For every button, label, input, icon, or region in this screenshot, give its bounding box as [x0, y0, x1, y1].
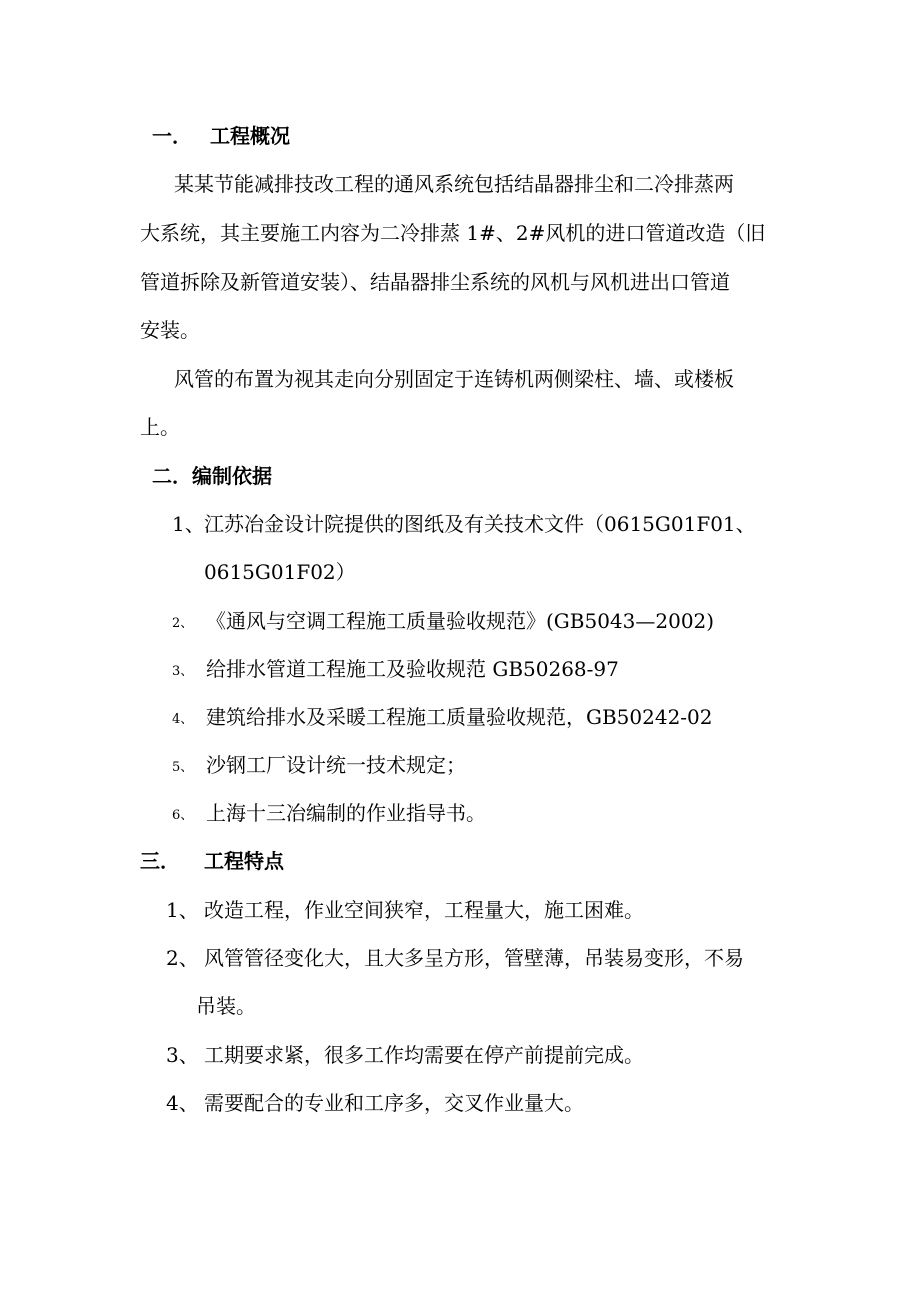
section-2-item-5 [172, 751, 466, 782]
section-2-heading: 二．编制依据 [152, 464, 272, 488]
section-1-para1-line3: 管道拆除及新管道安装）、结晶器排尘系统的风机与风机进出口管道 [140, 270, 730, 294]
item-number: 1、 [166, 898, 199, 922]
item-text: 改造工程，作业空间狭窄，工程量大，施工困难。 [204, 898, 644, 922]
item-number: 1、 [172, 512, 205, 536]
section-3-item-2-line2: 吊装。 [196, 994, 256, 1018]
section-2-item-4 [172, 703, 713, 734]
section-2-item-3 [172, 655, 619, 686]
section-1-title: 工程概况 [210, 124, 290, 148]
section-3-item-3 [166, 1041, 644, 1069]
section-3-item-1 [166, 896, 644, 924]
section-1-heading [152, 122, 290, 150]
section-1-para1-line1: 某某节能减排技改工程的通风系统包括结晶器排尘和二冷排蒸两 [174, 172, 734, 196]
section-2-item-1 [172, 510, 756, 538]
item-number: 3、 [166, 1043, 199, 1067]
section-1-number: 一． [152, 124, 192, 148]
section-3-title: 工程特点 [204, 849, 284, 873]
section-3-heading [140, 847, 284, 875]
section-1-para2-line2: 上。 [140, 415, 180, 439]
section-1-para1-line4: 安装。 [140, 318, 200, 342]
item-number: 5、 [172, 760, 194, 775]
section-1-para1-line2: 大系统，其主要施工内容为二冷排蒸 1#、2#风机的进口管道改造（旧 [140, 221, 766, 245]
item-number: 6、 [172, 808, 194, 823]
section-2-item-6 [172, 799, 486, 830]
item-text: 《通风与空调工程施工质量验收规范》(GB5043—2002) [206, 609, 715, 633]
section-3-item-2 [166, 944, 744, 972]
item-number: 2、 [166, 946, 199, 970]
section-1-para2-line1: 风管的布置为视其走向分别固定于连铸机两侧梁柱、墙、或楼板 [174, 367, 734, 391]
section-3-number: 三． [140, 849, 180, 873]
item-number: 4、 [166, 1091, 199, 1115]
item-text: 江苏冶金设计院提供的图纸及有关技术文件（0615G01F01、 [204, 512, 756, 536]
section-3-item-4 [166, 1089, 584, 1117]
item-number: 2、 [172, 616, 194, 631]
item-text: 风管管径变化大，且大多呈方形，管壁薄，吊装易变形，不易 [204, 946, 744, 970]
item-text: 沙钢工厂设计统一技术规定； [206, 753, 466, 777]
item-text: 需要配合的专业和工序多，交叉作业量大。 [204, 1091, 584, 1115]
section-2-item-2 [172, 607, 714, 638]
section-2-item-1-line2: 0615G01F02） [204, 560, 356, 584]
item-text: 给排水管道工程施工及验收规范 GB50268-97 [206, 657, 619, 681]
item-number: 4、 [172, 712, 194, 727]
item-text: 工期要求紧，很多工作均需要在停产前提前完成。 [204, 1043, 644, 1067]
item-text: 上海十三冶编制的作业指导书。 [206, 801, 486, 825]
item-text: 建筑给排水及采暖工程施工质量验收规范，GB50242-02 [206, 705, 713, 729]
item-number: 3、 [172, 664, 194, 679]
